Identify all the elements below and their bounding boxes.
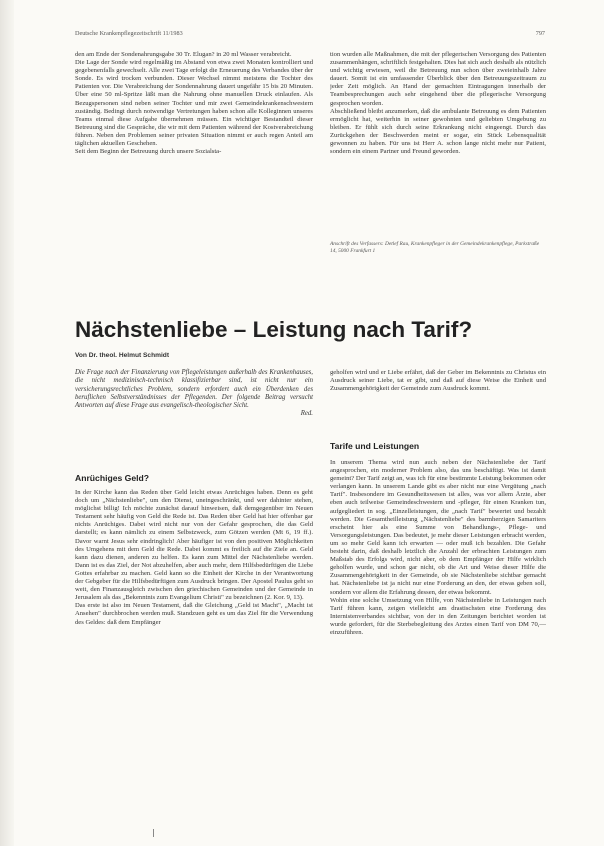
paragraph: In unserem Thema wird nun auch neben der Nächstenliebe der Tarif angesprochen, ein moderner Problem also, das uns beschäftigt. Was ist damit gemeint? Der Tarif zeigt an, was ich für eine bestimmte Leistung bekommen oder verlangen kann. In unserem Lande gibt es aber nicht nur eine Vergütung „nach Tarif". Insbesondere im Gesundheitswesen ist alles, was vor allem Ärzte, aber eben auch teilweise Gemeindeschwestern und -pfleger, für einen Kranken tun, aufgegliedert in sog. „Einzelleistungen, die „nach Tarif" bewertet und bezahlt werden. Die Gesamtheilleistung „Nächstenliebe" des barmherzigen Samariters erscheint hier als eine Summe von Behandlungs-, Pflege- und Versorgungsleistungen. Das bedeutet, je mehr dieser Leistungen erbracht werden, um so mehr Geld kann ich erwarten — oder muß ich bezahlen. Die Gefahr besteht darin, daß deshalb letztlich die Anzahl der erbrachten Leistungen zum Maßstab des Erfolgs wird, nicht aber, ob dem Empfänger der Hilfe wirklich geholfen wurde, und schon gar nicht, ob die Art und Weise dieser Hilfe die Zusammengehörigkeit in der Gemeinde, ob sie Nächstenliebe sichtbar gemacht hat. Nächstenliebe ist ja nicht nur eine Forderung an den, der etwas geben soll, sondern vor allem die Erfahrung dessen, der etwas bekommt. (330, 459, 546, 596)
paragraph: Wohin eine solche Umsetzung von Hilfe, von Nächstenliebe in Leistungen nach Tarif führen kann, zeigen vielleicht am drastischsten eine Forderung des Internistenverbandes sichtbar, von der in den Zeitungen berichtet worden ist wurde gefordert, für die Sterbebegleitung des Arztes einen Tarif von DM 70,— einzuführen. (330, 596, 546, 636)
intro-signature: Red. (300, 410, 313, 418)
section-heading-tarife: Tarife und Leistungen (330, 441, 420, 451)
scan-mark (153, 829, 154, 837)
page-number: 797 (535, 30, 545, 37)
article-body-right-top (330, 369, 546, 433)
paragraph: Das erste ist also im Neuen Testament, daß die Gleichung „Geld ist Macht", „Macht ist Ansehen" durchbrochen werden muß. Standzuen geht es um das Ziel für die Verwendung des Geldes: daß dem Empfänger (75, 602, 313, 626)
article-byline: Von Dr. theol. Helmut Schmidt (75, 352, 170, 359)
previous-article-column-left (75, 51, 313, 293)
paragraph: Seit dem Beginn der Betreuung durch unsere Sozialsta- (75, 148, 222, 156)
paragraph: Abschließend bleibt anzumerken, daß die ambulante Betreuung es dem Patienten ermöglicht hat, weiterhin in seiner gewohnten und geliebten Umgebung zu bleiben. Er fühlt sich durch seine Erkrankung nicht eingeengt. Durch das Zurückgehen der Beschwerden meint er sogar, ein Stück Lebensqualität gewonnen zu haben. Für uns ist Herr A. schon lange nicht mehr nur Patient, sondern ein einem Partner und Freund geworden. (330, 107, 546, 156)
scan-page-edge (0, 0, 14, 846)
paragraph: tion wurden alle Maßnahmen, die mit der pflegerischen Versorgung des Patienten zusammenhängen, schriftlich festgehalten. Dies hat sich auch deshalb als nützlich und wichtig erwiesen, weil die Betreuung nun schon über zweieinhalb Jahre dauert. Somit ist ein umfassender Überblick über den Betreuungszeitraum zu jeder Zeit möglich. An Hand der gemachten Eintragungen innerhalb der Teambesprechungen auch sehr eingehend über die pflegerische Versorgung gesprochen worden. (330, 51, 546, 107)
paragraph: Die Lage der Sonde wird regelmäßig im Abstand von etwa zwei Monaten kontrolliert und gegebenenfalls gewechselt. Alle zwei Tage erfolgt die Erneuerung des Verbandes über der Sonde. Es wird trocken verbunden. Dieser Wechsel nimmt meistens die Tochter des Patienten vor. Die Verabreichung der Sondennahrung dauert ungefähr 15 bis 20 Minuten. Über eine 50 ml-Spritze läßt man die Nahrung ohne manuellen Druck einlaufen. Als Bezugspersonen sind neben seiner Tochter und mir zwei Gemeindekrankenschwestern zuständig. Bedingt durch notwendige Vertretungen haben schon alle Kolleginnen unseres Teams einmal diese Aufgabe übernehmen müssen. Ein wichtiger Bestandteil dieser Betreuung sind die Gespräche, die wir mit dem Patienten während der Kostverabreichung führen. Neben den Problemen seiner privaten Situation nimmt er auch regen Anteil am täglichen aktuellen Geschehen. (75, 59, 313, 148)
paragraph: In der Kirche kann das Reden über Geld leicht etwas Anrüchiges haben. Denn es geht doch um „Nächstenliebe", um den Dienst, uneingeschränkt, und wer dahinter stehen, möglichst billig! Ich möchte zunächst darauf hinweisen, daß demgegenüber im Neuen Testament sehr häufig von Geld die Rede ist. Das Reden über Geld hat hier offenbar gar nichts Anrüchiges. Dabei wird nicht nur von der Gefahr gesprochen, die das Geld darstellt; es kann nämlich zu einem Selbstzweck, zum Götzen werden (Mt 6, 19 ff.). Davor warnt Jesus sehr eindringlich! Aber häufiger ist von den positiven Möglichkeiten des Umgehens mit dem Geld die Rede. Dabei kommt es freilich auf die Ziele an. Geld kann dazu dienen, anderen zu helfen. Es kann zum Mittel der Nächstenliebe werden. Dann ist es das Ziel, der Not abzuhelfen, aber auch mehr, dem Hilfsbedürftigen die Liebe Gottes erfahrbar zu machen. Geld kann so die Einheit der Kirche in der Verantwortung der Gebgeber für die Hilfsbedürftigen zum Ausdruck bringen. Der Apostel Paulus geht so weit, den Finanzausgleich zwischen den griechischen Gemeinden und der Gemeinde in Jerusalem als das „Bekenntnis zum Evangelium Christi" zu bezeichnen (2. Kor. 9, 13). (75, 489, 313, 602)
article-intro (75, 369, 313, 419)
author-address: Anschrift des Verfassers: Detlef Rau, Krankenpfleger in der Gemeindekrankenpflege, Parkstraße 14, 5000 Frankfurt 1 (330, 241, 540, 254)
running-head (75, 30, 545, 37)
journal-reference: Deutsche Krankenpflegezeitschrift 11/1983 (75, 30, 183, 37)
article-body-right (330, 459, 546, 845)
article-title: Nächstenliebe – Leistung nach Tarif? (75, 317, 473, 342)
paragraph: geholfen wird und er Liebe erfährt, daß der Geber im Bekenntnis zu Christus ein Ausdruck seiner Liebe, tat er gibt, und daß auf diese Weise die Einheit und Zusammengehörigkeit der Gemeinde zum Ausdruck kommt. (330, 369, 546, 393)
intro-text: Die Frage nach der Finanzierung von Pflegeleistungen außerhalb des Krankenhauses, die nicht medizinisch-technisch klassifizierbar sind, ist nicht nur ein versicherungsrechtliches Problem, sondern erfordert auch ein Überdenken des beruflichen Selbstverständnisses der Pflegenden. Der folgende Beitrag versucht Antworten auf diese Frage aus evangelisch-theologischer Sicht. (75, 369, 313, 410)
article-body-left (75, 489, 313, 803)
previous-article-column-right (330, 51, 546, 229)
section-heading-anruchiges-geld: Anrüchiges Geld? (75, 473, 150, 483)
paragraph: den am Ende der Sondenahrungsgabe 30 Tr. Elugan? in 20 ml Wasser verabreicht. (75, 51, 292, 58)
